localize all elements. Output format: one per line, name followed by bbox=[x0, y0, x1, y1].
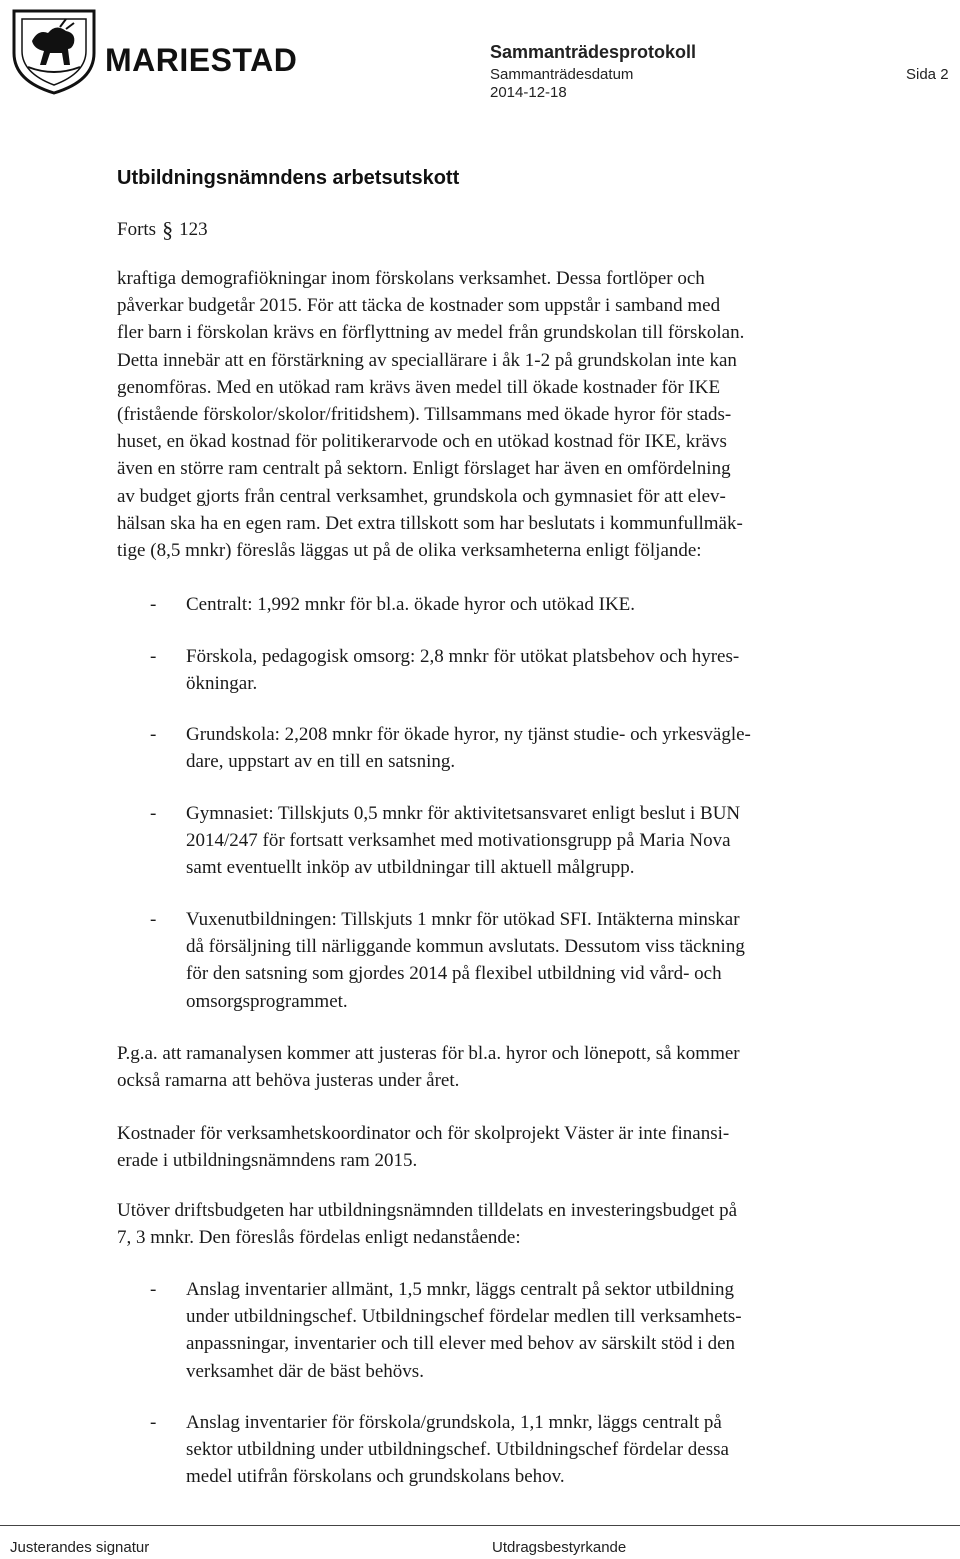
paragraph-number: 123 bbox=[179, 219, 208, 240]
text-line: hälsan ska ha en egen ram. Det extra tillskott som har beslutats i kommunfullmäk- bbox=[117, 512, 743, 534]
text-line: huset, en ökad kostnad för politikerarvode och en utökad kostnad för IKE, krävs bbox=[117, 431, 727, 453]
intro-paragraph bbox=[117, 265, 842, 564]
text-line: (fristående förskolor/skolor/fritidshem). Tillsammans med ökade hyror för stads- bbox=[117, 404, 732, 426]
page-number: Sida 2 bbox=[906, 66, 949, 83]
forts-label: Forts bbox=[117, 219, 157, 240]
text-line: ökningar. bbox=[186, 673, 258, 695]
text-line: P.g.a. att ramanalysen kommer att justeras för bl.a. hyror och lönepott, så kommer bbox=[117, 1043, 740, 1064]
text-line: Utöver driftsbudgeten har utbildningsnämnden tilldelats en investeringsbudget på bbox=[117, 1200, 738, 1221]
text-line: Detta innebär att en förstärkning av speciallärare i åk 1-2 på grundskolan inte kan bbox=[117, 349, 737, 371]
list-dash: - bbox=[150, 1412, 157, 1433]
text-line: dare, uppstart av en till en satsning. bbox=[186, 751, 456, 773]
text-line: 7, 3 mnkr. Den föreslås fördelas enligt nedanstående: bbox=[117, 1227, 521, 1249]
text-line: Grundskola: 2,208 mnkr för ökade hyror, ny tjänst studie- och yrkesvägle- bbox=[186, 724, 751, 745]
meeting-date: 2014-12-18 bbox=[490, 84, 567, 101]
costs-paragraph bbox=[117, 1120, 842, 1174]
investment-paragraph bbox=[117, 1197, 842, 1251]
list-dash: - bbox=[150, 1279, 157, 1300]
extract-certification-label: Utdragsbestyrkande bbox=[492, 1539, 627, 1556]
text-line: omsorgsprogrammet. bbox=[186, 990, 348, 1012]
text-line: då försäljning till närliggande kommun avslutats. Dessutom viss täckning bbox=[186, 936, 745, 958]
paragraph-reference bbox=[117, 217, 208, 243]
text-line: tige (8,5 mnkr) föreslås läggas ut på de olika verksamheterna enligt följande: bbox=[117, 540, 702, 562]
text-line: Kostnader för verksamhetskoordinator och för skolprojekt Väster är inte finansi- bbox=[117, 1123, 730, 1144]
text-line: samt eventuellt inköp av utbildningar till aktuell målgrupp. bbox=[186, 857, 635, 879]
text-line: Gymnasiet: Tillskjuts 0,5 mnkr för aktivitetsansvaret enligt beslut i BUN bbox=[186, 803, 741, 824]
meeting-date-label: Sammanträdesdatum bbox=[490, 66, 634, 83]
text-line: fler barn i förskolan krävs en förflyttning av medel från grundskolan till förskolan. bbox=[117, 322, 745, 344]
text-line: 2014/247 för fortsatt verksamhet med motivationsgrupp på Maria Nova bbox=[186, 830, 731, 852]
list-dash: - bbox=[150, 646, 157, 667]
signature-label: Justerandes signatur bbox=[10, 1539, 150, 1556]
logo-text: MARIESTAD bbox=[105, 42, 298, 78]
list-dash: - bbox=[150, 594, 157, 615]
list-dash: - bbox=[150, 803, 157, 824]
document-title: Sammanträdesprotokoll bbox=[490, 42, 697, 62]
text-line: genomföras. Med en utökad ram krävs även medel till ökade kostnader för IKE bbox=[117, 376, 721, 398]
text-line: för den satsning som gjordes 2014 på flexibel utbildning vid vård- och bbox=[186, 963, 722, 985]
text-line: av budget gjorts från central verksamhet, grundskola och gymnasiet för att elev- bbox=[117, 485, 726, 507]
text-line: verksamhet där de bäst behövs. bbox=[186, 1360, 424, 1382]
list-dash: - bbox=[150, 909, 157, 930]
mariestad-logo bbox=[8, 5, 298, 95]
text-line: Vuxenutbildningen: Tillskjuts 1 mnkr för utökad SFI. Intäkterna minskar bbox=[186, 909, 740, 930]
text-line: kraftiga demografiökningar inom förskolans verksamhet. Dessa fortlöper och bbox=[117, 268, 705, 289]
text-line: Förskola, pedagogisk omsorg: 2,8 mnkr för utökat platsbehov och hyres- bbox=[186, 646, 740, 667]
text-line: Anslag inventarier allmänt, 1,5 mnkr, läggs centralt på sektor utbildning bbox=[186, 1279, 734, 1300]
footer-divider bbox=[0, 1525, 960, 1526]
list-dash: - bbox=[150, 724, 157, 745]
text-line: sektor utbildning under utbildningschef. Utbildningschef fördelar dessa bbox=[186, 1439, 729, 1461]
text-line: påverkar budgetår 2015. För att täcka de kostnader som uppstår i samband med bbox=[117, 295, 721, 317]
text-line: anpassningar, inventarier och till elever med behov av särskilt stöd i den bbox=[186, 1333, 736, 1355]
text-line: erade i utbildningsnämndens ram 2015. bbox=[117, 1150, 418, 1172]
pga-paragraph bbox=[117, 1040, 842, 1094]
section-symbol: § bbox=[162, 217, 174, 242]
text-line: under utbildningschef. Utbildningschef fördelar medlen till verksamhets- bbox=[186, 1306, 742, 1328]
text-line: Anslag inventarier för förskola/grundskola, 1,1 mnkr, läggs centralt på bbox=[186, 1412, 722, 1433]
section-title: Utbildningsnämndens arbetsutskott bbox=[117, 167, 460, 189]
text-line: medel utifrån förskolans och grundskolans behov. bbox=[186, 1466, 565, 1488]
text-line: Centralt: 1,992 mnkr för bl.a. ökade hyror och utökad IKE. bbox=[186, 594, 636, 615]
text-line: även en större ram centralt på sektorn. Enligt förslaget har även en omfördelning bbox=[117, 458, 731, 480]
coat-of-arms-icon bbox=[8, 5, 100, 95]
text-line: också ramarna att behöva justeras under året. bbox=[117, 1070, 460, 1092]
